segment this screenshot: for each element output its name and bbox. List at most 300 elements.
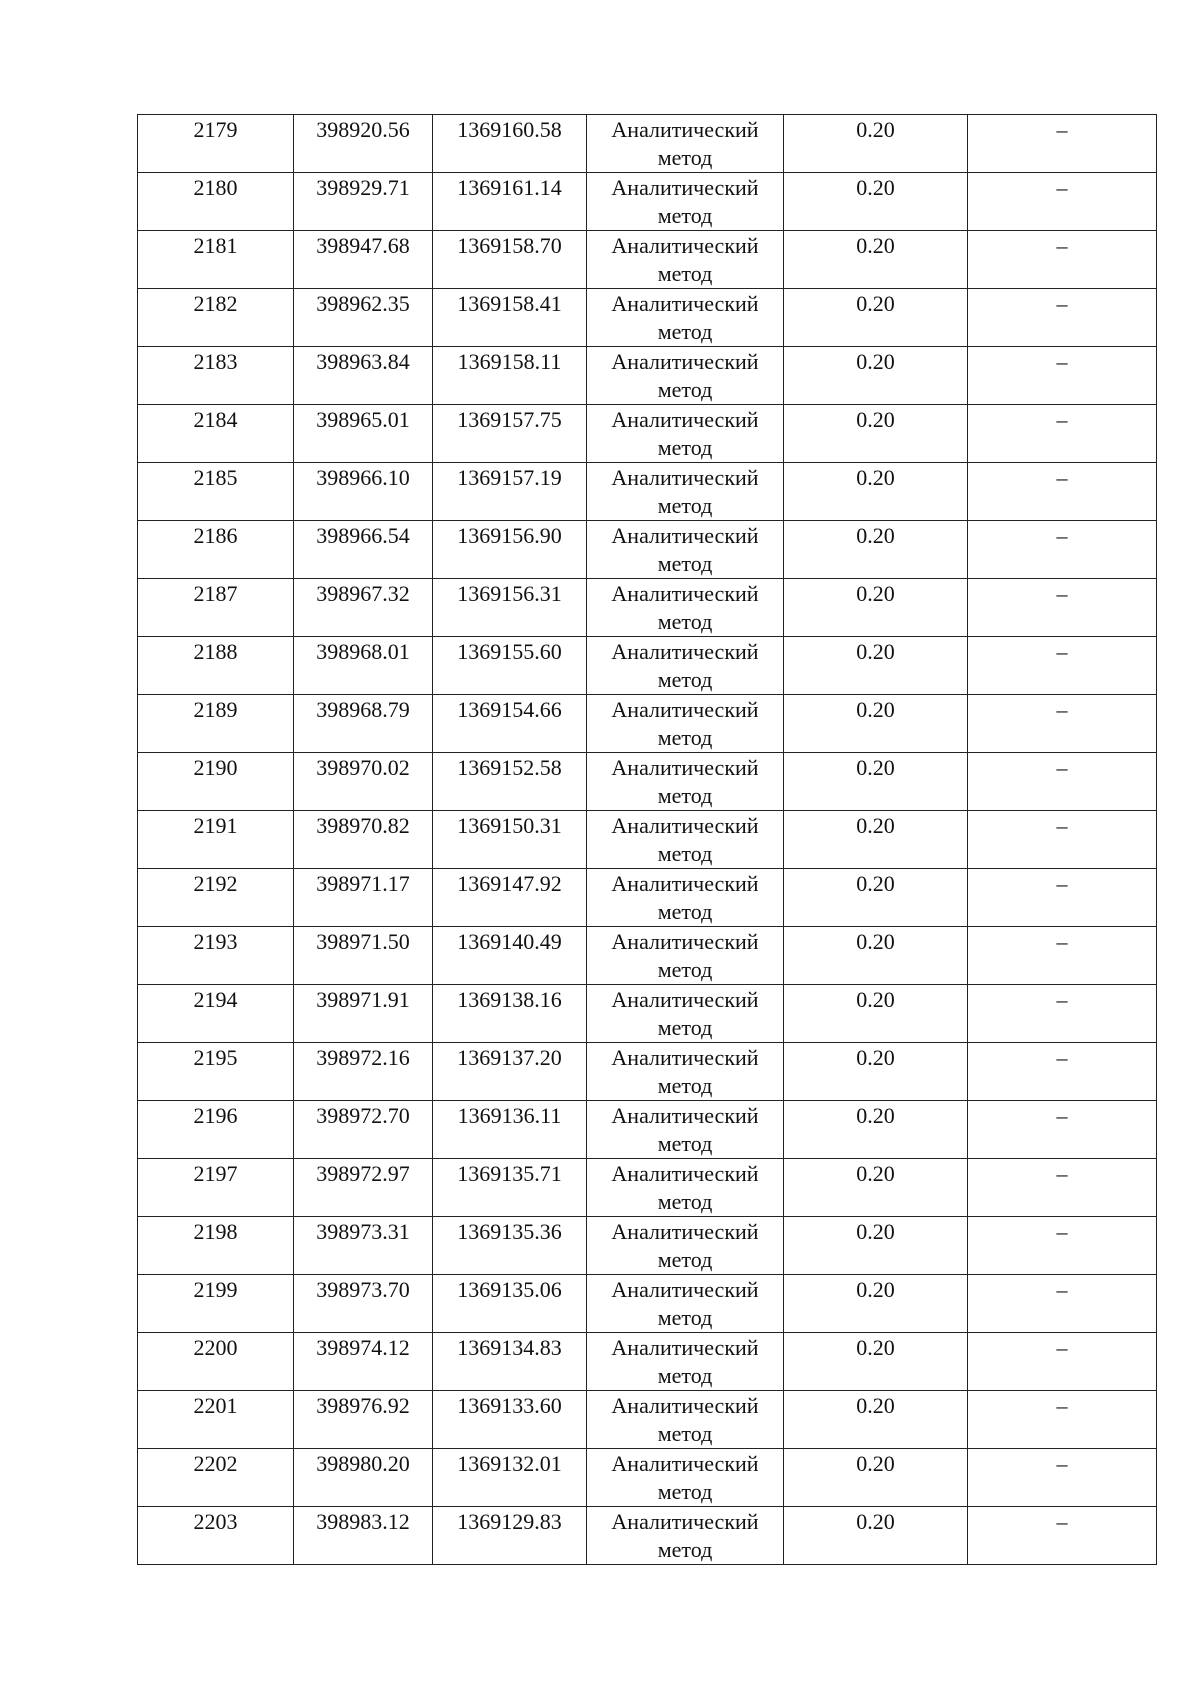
cell-text: 2186 <box>193 523 238 548</box>
cell-text: 1369158.11 <box>457 349 562 374</box>
cell-text: 0.20 <box>856 871 895 896</box>
cell-text: 0.20 <box>856 1451 895 1476</box>
x-coordinate-cell <box>294 1275 433 1333</box>
y-coordinate-cell <box>433 1507 587 1565</box>
x-coordinate-cell <box>294 1449 433 1507</box>
cell-text: 398983.12 <box>316 1509 410 1534</box>
cell-text: 398966.54 <box>316 523 410 548</box>
precision-cell <box>784 1507 968 1565</box>
coordinates-table <box>137 114 1157 1565</box>
cell-text: 0.20 <box>856 349 895 374</box>
cell-text: 1369158.70 <box>457 233 562 258</box>
cell-text: Аналитический метод <box>611 1277 759 1330</box>
y-coordinate-cell <box>433 1391 587 1449</box>
y-coordinate-cell <box>433 231 587 289</box>
method-cell <box>587 521 784 579</box>
point-number-cell <box>138 1507 294 1565</box>
cell-text: – <box>1056 175 1068 200</box>
cell-text: – <box>1056 1045 1068 1070</box>
precision-cell <box>784 637 968 695</box>
note-cell <box>968 231 1157 289</box>
cell-text: – <box>1056 465 1068 490</box>
cell-text: Аналитический метод <box>611 581 759 634</box>
y-coordinate-cell <box>433 1159 587 1217</box>
cell-text: 0.20 <box>856 291 895 316</box>
table-row <box>138 1391 1157 1449</box>
cell-text: 2195 <box>193 1045 238 1070</box>
x-coordinate-cell <box>294 405 433 463</box>
cell-text: 398967.32 <box>316 581 410 606</box>
cell-text: 398966.10 <box>316 465 410 490</box>
x-coordinate-cell <box>294 289 433 347</box>
cell-text: 1369137.20 <box>457 1045 562 1070</box>
method-cell <box>587 1217 784 1275</box>
table-row <box>138 115 1157 173</box>
point-number-cell <box>138 811 294 869</box>
cell-text: 2179 <box>193 117 238 142</box>
method-cell <box>587 1275 784 1333</box>
cell-text: 398973.31 <box>316 1219 410 1244</box>
precision-cell <box>784 1391 968 1449</box>
note-cell <box>968 579 1157 637</box>
x-coordinate-cell <box>294 695 433 753</box>
method-cell <box>587 1101 784 1159</box>
cell-text: 398968.01 <box>316 639 410 664</box>
cell-text: Аналитический метод <box>611 1509 759 1562</box>
x-coordinate-cell <box>294 753 433 811</box>
cell-text: Аналитический метод <box>611 233 759 286</box>
point-number-cell <box>138 173 294 231</box>
precision-cell <box>784 1101 968 1159</box>
y-coordinate-cell <box>433 405 587 463</box>
x-coordinate-cell <box>294 1101 433 1159</box>
table-row <box>138 1101 1157 1159</box>
cell-text: 0.20 <box>856 117 895 142</box>
cell-text: – <box>1056 523 1068 548</box>
y-coordinate-cell <box>433 347 587 405</box>
cell-text: 2199 <box>193 1277 238 1302</box>
cell-text: 2201 <box>193 1393 238 1418</box>
x-coordinate-cell <box>294 463 433 521</box>
cell-text: Аналитический метод <box>611 871 759 924</box>
x-coordinate-cell <box>294 1391 433 1449</box>
cell-text: 0.20 <box>856 1509 895 1534</box>
cell-text: 398972.16 <box>316 1045 410 1070</box>
cell-text: 0.20 <box>856 987 895 1012</box>
method-cell <box>587 289 784 347</box>
cell-text: Аналитический метод <box>611 987 759 1040</box>
point-number-cell <box>138 753 294 811</box>
table-row <box>138 637 1157 695</box>
note-cell <box>968 347 1157 405</box>
note-cell <box>968 695 1157 753</box>
cell-text: 0.20 <box>856 1219 895 1244</box>
precision-cell <box>784 579 968 637</box>
point-number-cell <box>138 1159 294 1217</box>
cell-text: Аналитический метод <box>611 929 759 982</box>
cell-text: 0.20 <box>856 465 895 490</box>
cell-text: 2181 <box>193 233 238 258</box>
cell-text: 0.20 <box>856 813 895 838</box>
cell-text: – <box>1056 639 1068 664</box>
precision-cell <box>784 1043 968 1101</box>
point-number-cell <box>138 985 294 1043</box>
cell-text: 398972.97 <box>316 1161 410 1186</box>
cell-text: 0.20 <box>856 407 895 432</box>
cell-text: 2191 <box>193 813 238 838</box>
cell-text: 1369154.66 <box>457 697 562 722</box>
note-cell <box>968 1159 1157 1217</box>
method-cell <box>587 347 784 405</box>
x-coordinate-cell <box>294 579 433 637</box>
cell-text: – <box>1056 813 1068 838</box>
cell-text: 0.20 <box>856 1277 895 1302</box>
note-cell <box>968 463 1157 521</box>
method-cell <box>587 637 784 695</box>
method-cell <box>587 927 784 985</box>
method-cell <box>587 1449 784 1507</box>
cell-text: 2198 <box>193 1219 238 1244</box>
cell-text: 398920.56 <box>316 117 410 142</box>
cell-text: 398980.20 <box>316 1451 410 1476</box>
cell-text: – <box>1056 755 1068 780</box>
precision-cell <box>784 347 968 405</box>
cell-text: – <box>1056 349 1068 374</box>
cell-text: 1369147.92 <box>457 871 562 896</box>
table-row <box>138 1333 1157 1391</box>
cell-text: 1369157.75 <box>457 407 562 432</box>
cell-text: 398970.02 <box>316 755 410 780</box>
cell-text: 2189 <box>193 697 238 722</box>
cell-text: 398968.79 <box>316 697 410 722</box>
y-coordinate-cell <box>433 1333 587 1391</box>
method-cell <box>587 811 784 869</box>
table-row <box>138 869 1157 927</box>
point-number-cell <box>138 869 294 927</box>
cell-text: 398971.91 <box>316 987 410 1012</box>
method-cell <box>587 1043 784 1101</box>
precision-cell <box>784 927 968 985</box>
cell-text: – <box>1056 407 1068 432</box>
cell-text: 1369152.58 <box>457 755 562 780</box>
cell-text: Аналитический метод <box>611 291 759 344</box>
cell-text: 1369157.19 <box>457 465 562 490</box>
cell-text: – <box>1056 1161 1068 1186</box>
cell-text: 0.20 <box>856 1161 895 1186</box>
table-row <box>138 289 1157 347</box>
y-coordinate-cell <box>433 1043 587 1101</box>
cell-text: 398947.68 <box>316 233 410 258</box>
note-cell <box>968 405 1157 463</box>
table-row <box>138 1507 1157 1565</box>
table-row <box>138 231 1157 289</box>
cell-text: Аналитический метод <box>611 523 759 576</box>
cell-text: 0.20 <box>856 929 895 954</box>
y-coordinate-cell <box>433 173 587 231</box>
cell-text: 0.20 <box>856 1393 895 1418</box>
cell-text: 1369134.83 <box>457 1335 562 1360</box>
note-cell <box>968 811 1157 869</box>
cell-text: – <box>1056 1509 1068 1534</box>
note-cell <box>968 1333 1157 1391</box>
y-coordinate-cell <box>433 1275 587 1333</box>
method-cell <box>587 405 784 463</box>
note-cell <box>968 1217 1157 1275</box>
cell-text: 0.20 <box>856 175 895 200</box>
table-row <box>138 753 1157 811</box>
note-cell <box>968 1391 1157 1449</box>
method-cell <box>587 579 784 637</box>
cell-text: 0.20 <box>856 755 895 780</box>
point-number-cell <box>138 405 294 463</box>
cell-text: 2190 <box>193 755 238 780</box>
cell-text: 2202 <box>193 1451 238 1476</box>
cell-text: 2185 <box>193 465 238 490</box>
cell-text: 1369136.11 <box>457 1103 562 1128</box>
cell-text: – <box>1056 1393 1068 1418</box>
point-number-cell <box>138 289 294 347</box>
point-number-cell <box>138 1043 294 1101</box>
cell-text: 0.20 <box>856 581 895 606</box>
cell-text: – <box>1056 1219 1068 1244</box>
cell-text: 0.20 <box>856 697 895 722</box>
cell-text: 1369160.58 <box>457 117 562 142</box>
table-row <box>138 1043 1157 1101</box>
note-cell <box>968 1449 1157 1507</box>
precision-cell <box>784 1159 968 1217</box>
x-coordinate-cell <box>294 927 433 985</box>
y-coordinate-cell <box>433 289 587 347</box>
note-cell <box>968 927 1157 985</box>
x-coordinate-cell <box>294 637 433 695</box>
precision-cell <box>784 1275 968 1333</box>
x-coordinate-cell <box>294 115 433 173</box>
table-row <box>138 405 1157 463</box>
cell-text: 1369135.71 <box>457 1161 562 1186</box>
y-coordinate-cell <box>433 753 587 811</box>
cell-text: 0.20 <box>856 1335 895 1360</box>
method-cell <box>587 173 784 231</box>
cell-text: – <box>1056 291 1068 316</box>
y-coordinate-cell <box>433 1101 587 1159</box>
cell-text: 398965.01 <box>316 407 410 432</box>
table-row <box>138 927 1157 985</box>
method-cell <box>587 869 784 927</box>
cell-text: – <box>1056 697 1068 722</box>
precision-cell <box>784 811 968 869</box>
cell-text: 398973.70 <box>316 1277 410 1302</box>
point-number-cell <box>138 1101 294 1159</box>
cell-text: Аналитический метод <box>611 1045 759 1098</box>
note-cell <box>968 1507 1157 1565</box>
cell-text: 1369150.31 <box>457 813 562 838</box>
method-cell <box>587 463 784 521</box>
table-row <box>138 347 1157 405</box>
x-coordinate-cell <box>294 521 433 579</box>
note-cell <box>968 1101 1157 1159</box>
cell-text: Аналитический метод <box>611 639 759 692</box>
cell-text: Аналитический метод <box>611 1219 759 1272</box>
cell-text: 1369155.60 <box>457 639 562 664</box>
y-coordinate-cell <box>433 927 587 985</box>
cell-text: Аналитический метод <box>611 1393 759 1446</box>
cell-text: – <box>1056 233 1068 258</box>
cell-text: 2197 <box>193 1161 238 1186</box>
x-coordinate-cell <box>294 985 433 1043</box>
table-row <box>138 811 1157 869</box>
note-cell <box>968 869 1157 927</box>
y-coordinate-cell <box>433 985 587 1043</box>
point-number-cell <box>138 927 294 985</box>
point-number-cell <box>138 1449 294 1507</box>
note-cell <box>968 115 1157 173</box>
y-coordinate-cell <box>433 521 587 579</box>
x-coordinate-cell <box>294 1333 433 1391</box>
point-number-cell <box>138 347 294 405</box>
note-cell <box>968 1043 1157 1101</box>
x-coordinate-cell <box>294 1217 433 1275</box>
precision-cell <box>784 1449 968 1507</box>
table-row <box>138 173 1157 231</box>
precision-cell <box>784 521 968 579</box>
cell-text: Аналитический метод <box>611 1161 759 1214</box>
note-cell <box>968 1275 1157 1333</box>
point-number-cell <box>138 637 294 695</box>
y-coordinate-cell <box>433 115 587 173</box>
cell-text: Аналитический метод <box>611 117 759 170</box>
y-coordinate-cell <box>433 811 587 869</box>
cell-text: 2203 <box>193 1509 238 1534</box>
precision-cell <box>784 405 968 463</box>
cell-text: 2200 <box>193 1335 238 1360</box>
cell-text: 1369132.01 <box>457 1451 562 1476</box>
cell-text: 398976.92 <box>316 1393 410 1418</box>
table-row <box>138 521 1157 579</box>
cell-text: 0.20 <box>856 523 895 548</box>
cell-text: Аналитический метод <box>611 755 759 808</box>
precision-cell <box>784 695 968 753</box>
point-number-cell <box>138 695 294 753</box>
cell-text: Аналитический метод <box>611 349 759 402</box>
cell-text: 2194 <box>193 987 238 1012</box>
y-coordinate-cell <box>433 695 587 753</box>
table-row <box>138 695 1157 753</box>
cell-text: 1369158.41 <box>457 291 562 316</box>
precision-cell <box>784 231 968 289</box>
method-cell <box>587 753 784 811</box>
precision-cell <box>784 1333 968 1391</box>
point-number-cell <box>138 1275 294 1333</box>
cell-text: – <box>1056 1277 1068 1302</box>
note-cell <box>968 985 1157 1043</box>
note-cell <box>968 753 1157 811</box>
y-coordinate-cell <box>433 637 587 695</box>
y-coordinate-cell <box>433 1449 587 1507</box>
cell-text: 398963.84 <box>316 349 410 374</box>
cell-text: 2192 <box>193 871 238 896</box>
precision-cell <box>784 173 968 231</box>
cell-text: 0.20 <box>856 1045 895 1070</box>
cell-text: 1369135.06 <box>457 1277 562 1302</box>
cell-text: Аналитический метод <box>611 1335 759 1388</box>
cell-text: 2182 <box>193 291 238 316</box>
method-cell <box>587 1391 784 1449</box>
x-coordinate-cell <box>294 811 433 869</box>
table-row <box>138 1275 1157 1333</box>
cell-text: 398970.82 <box>316 813 410 838</box>
note-cell <box>968 289 1157 347</box>
point-number-cell <box>138 579 294 637</box>
note-cell <box>968 637 1157 695</box>
x-coordinate-cell <box>294 1043 433 1101</box>
cell-text: 1369156.90 <box>457 523 562 548</box>
cell-text: 1369138.16 <box>457 987 562 1012</box>
cell-text: 1369135.36 <box>457 1219 562 1244</box>
x-coordinate-cell <box>294 1159 433 1217</box>
y-coordinate-cell <box>433 579 587 637</box>
x-coordinate-cell <box>294 231 433 289</box>
x-coordinate-cell <box>294 347 433 405</box>
precision-cell <box>784 753 968 811</box>
x-coordinate-cell <box>294 173 433 231</box>
method-cell <box>587 115 784 173</box>
precision-cell <box>784 289 968 347</box>
precision-cell <box>784 463 968 521</box>
cell-text: 398972.70 <box>316 1103 410 1128</box>
y-coordinate-cell <box>433 1217 587 1275</box>
cell-text: – <box>1056 1451 1068 1476</box>
precision-cell <box>784 1217 968 1275</box>
cell-text: – <box>1056 871 1068 896</box>
cell-text: Аналитический метод <box>611 407 759 460</box>
cell-text: 398962.35 <box>316 291 410 316</box>
cell-text: 2188 <box>193 639 238 664</box>
cell-text: 1369129.83 <box>457 1509 562 1534</box>
table-row <box>138 1449 1157 1507</box>
y-coordinate-cell <box>433 463 587 521</box>
cell-text: 398971.17 <box>316 871 410 896</box>
point-number-cell <box>138 231 294 289</box>
cell-text: 2180 <box>193 175 238 200</box>
cell-text: 398974.12 <box>316 1335 410 1360</box>
cell-text: 2196 <box>193 1103 238 1128</box>
cell-text: Аналитический метод <box>611 1103 759 1156</box>
method-cell <box>587 1159 784 1217</box>
precision-cell <box>784 985 968 1043</box>
point-number-cell <box>138 1217 294 1275</box>
cell-text: 398971.50 <box>316 929 410 954</box>
precision-cell <box>784 115 968 173</box>
note-cell <box>968 173 1157 231</box>
precision-cell <box>784 869 968 927</box>
point-number-cell <box>138 115 294 173</box>
cell-text: – <box>1056 987 1068 1012</box>
cell-text: 2183 <box>193 349 238 374</box>
cell-text: 1369133.60 <box>457 1393 562 1418</box>
method-cell <box>587 231 784 289</box>
cell-text: – <box>1056 1103 1068 1128</box>
cell-text: – <box>1056 1335 1068 1360</box>
cell-text: Аналитический метод <box>611 1451 759 1504</box>
cell-text: 1369140.49 <box>457 929 562 954</box>
cell-text: – <box>1056 117 1068 142</box>
cell-text: – <box>1056 929 1068 954</box>
table-row <box>138 1217 1157 1275</box>
cell-text: 1369161.14 <box>457 175 562 200</box>
cell-text: 0.20 <box>856 233 895 258</box>
cell-text: 2187 <box>193 581 238 606</box>
cell-text: Аналитический метод <box>611 813 759 866</box>
